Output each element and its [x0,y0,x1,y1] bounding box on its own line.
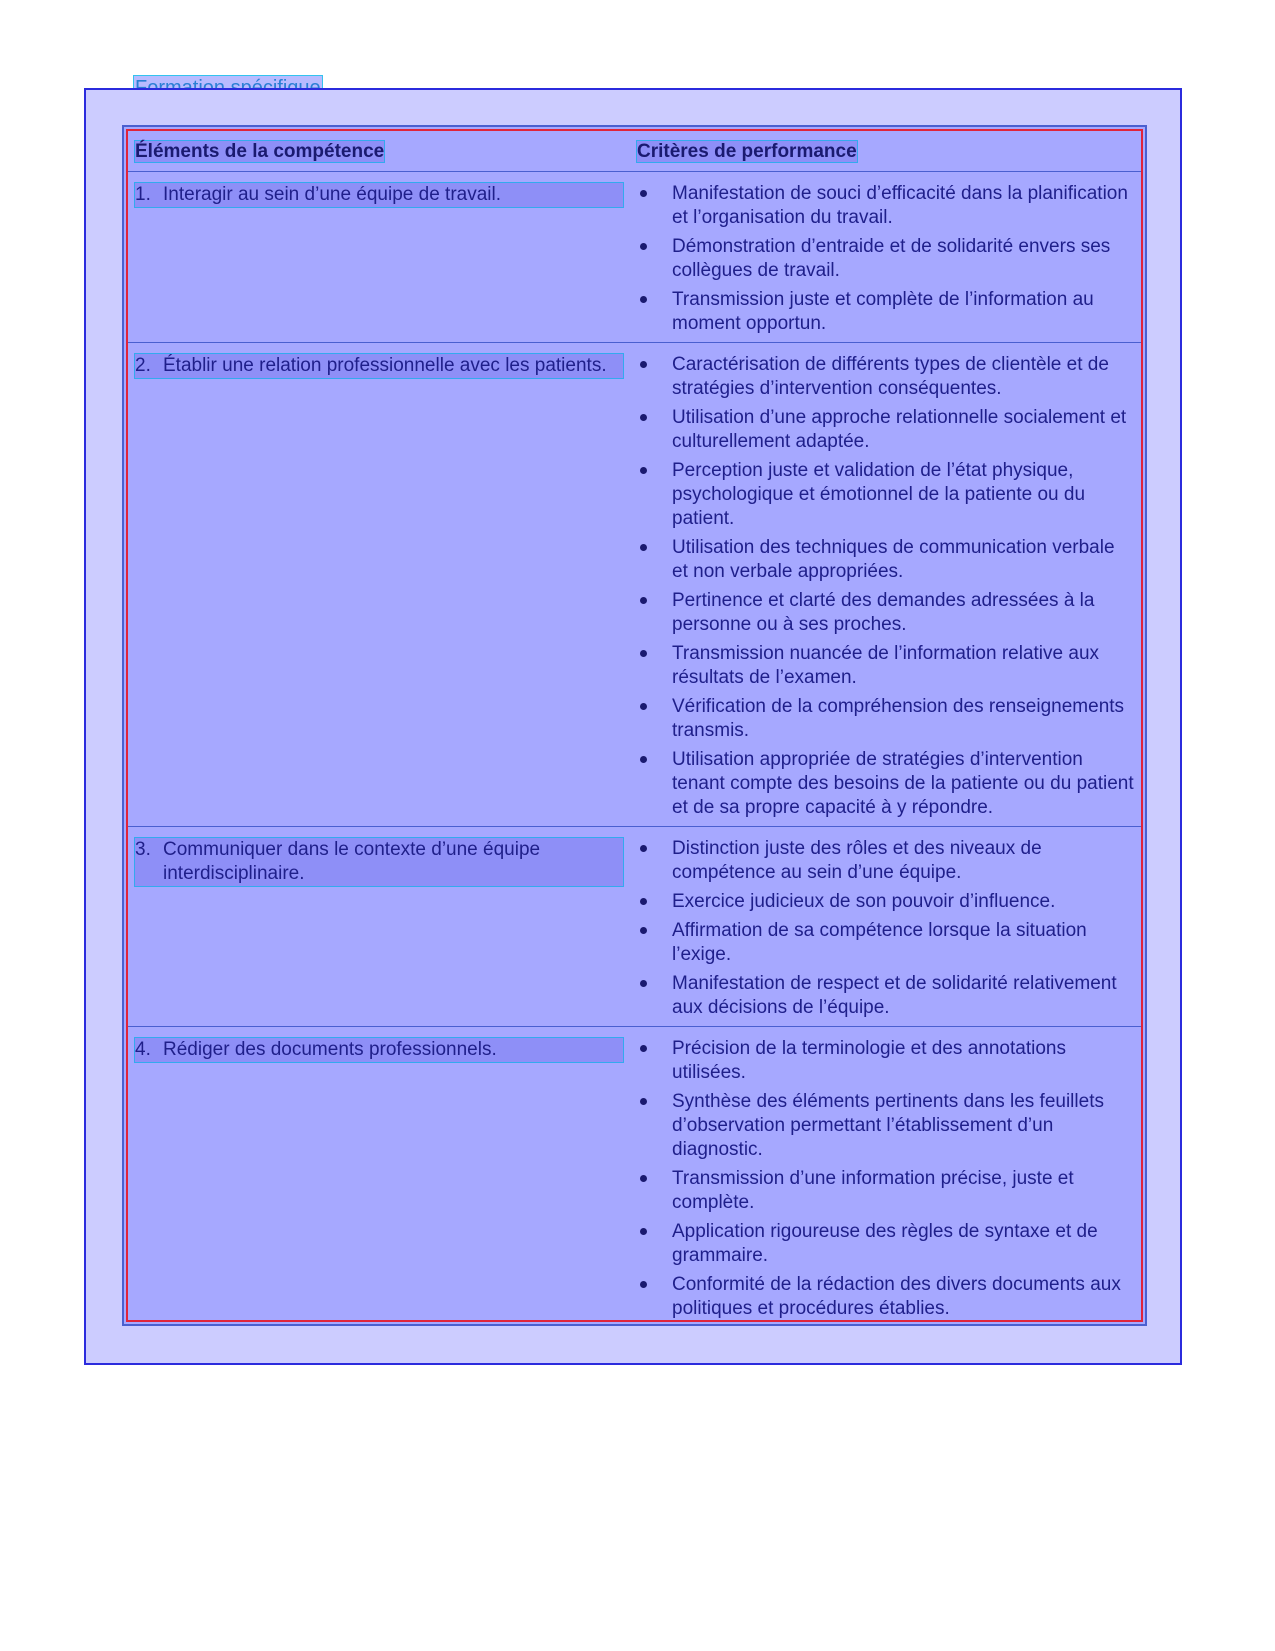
criterion-text: Manifestation de souci d’efficacité dans la planification et l’organisation du travail. [672,183,1128,228]
competence-element [134,353,624,379]
list-item [636,288,1135,336]
list-item [636,406,1135,454]
list-item [636,1090,1135,1162]
table-row [128,343,1141,827]
competence-table-frame [126,129,1143,1322]
criterion-text: Utilisation d’une approche relationnelle socialement et culturellement adaptée. [672,407,1127,452]
list-item [636,837,1135,885]
element-cell [128,827,630,1027]
element-cell [128,1027,630,1328]
bullet-icon [636,459,672,531]
element-number: 1. [135,184,151,205]
element-number: 4. [135,1039,151,1060]
bullet-icon [636,406,672,454]
list-item [636,353,1135,401]
element-number: 3. [135,839,151,860]
competence-element [134,182,624,208]
element-cell [128,343,630,827]
table-row [128,827,1141,1027]
element-text: Rédiger des documents professionnels. [163,1039,497,1060]
criteria-list [636,182,1135,336]
list-item [636,695,1135,743]
list-item [636,589,1135,637]
competence-table-wrapper [122,125,1147,1326]
bullet-icon [636,1273,672,1321]
criterion-text: Distinction juste des rôles et des niveaux de compétence au sein d’une équipe. [672,838,1042,883]
table-header-row [128,131,1141,172]
criterion-text: Transmission nuancée de l’information relative aux résultats de l’examen. [672,643,1100,688]
list-item [636,919,1135,967]
list-item [636,1220,1135,1268]
bullet-icon [636,1220,672,1268]
list-item [636,972,1135,1020]
bullet-icon [636,235,672,283]
criterion-text: Transmission juste et complète de l’information au moment opportun. [672,289,1094,334]
criterion-text: Application rigoureuse des règles de syntaxe et de grammaire. [672,1221,1098,1266]
table-body [128,172,1141,1328]
table-row [128,1027,1141,1328]
bullet-icon [636,536,672,584]
bullet-icon [636,589,672,637]
criterion-text: Utilisation des techniques de communication verbale et non verbale appropriées. [672,537,1115,582]
bullet-icon [636,837,672,885]
criterion-text: Précision de la terminologie et des annotations utilisées. [672,1038,1066,1083]
criteria-cell [630,172,1141,343]
criterion-text: Démonstration d’entraide et de solidarité envers ses collègues de travail. [672,236,1111,281]
criterion-text: Transmission d’une information précise, juste et complète. [672,1168,1074,1213]
element-number: 2. [135,355,151,376]
element-text: Établir une relation professionnelle avec les patients. [163,355,607,376]
bullet-icon [636,919,672,967]
criterion-text: Vérification de la compréhension des renseignements transmis. [672,696,1125,741]
criterion-text: Exercice judicieux de son pouvoir d’influence. [672,891,1056,912]
bullet-icon [636,695,672,743]
bullet-icon [636,182,672,230]
bullet-icon [636,972,672,1020]
element-text: Interagir au sein d’une équipe de travail. [163,184,502,205]
table-row [128,172,1141,343]
list-item [636,459,1135,531]
list-item [636,1037,1135,1085]
criterion-text: Pertinence et clarté des demandes adressées à la personne ou à ses proches. [672,590,1095,635]
criteria-cell [630,343,1141,827]
criterion-text: Conformité de la rédaction des divers documents aux politiques et procédures établies. [672,1274,1121,1319]
criteria-cell [630,1027,1141,1328]
list-item [636,748,1135,820]
list-item [636,536,1135,584]
criteria-list [636,353,1135,820]
criteria-list [636,1037,1135,1321]
competence-element [134,1037,624,1063]
criterion-text: Manifestation de respect et de solidarité relativement aux décisions de l’équipe. [672,973,1117,1018]
header-elements: Éléments de la compétence [128,131,630,172]
bullet-icon [636,890,672,914]
competence-table [128,131,1141,1327]
bullet-icon [636,353,672,401]
list-item [636,182,1135,230]
header-criteria: Critères de performance [630,131,1141,172]
criterion-text: Caractérisation de différents types de clientèle et de stratégies d’intervention conséquentes. [672,354,1109,399]
bullet-icon [636,288,672,336]
criterion-text: Synthèse des éléments pertinents dans les feuillets d’observation permettant l’établissement d’un diagnostic. [672,1091,1104,1160]
bullet-icon [636,1090,672,1162]
list-item [636,642,1135,690]
criterion-text: Affirmation de sa compétence lorsque la situation l’exige. [672,920,1087,965]
list-item [636,1167,1135,1215]
element-cell [128,172,630,343]
bullet-icon [636,748,672,820]
list-item [636,890,1135,914]
list-item [636,1273,1135,1321]
bullet-icon [636,1037,672,1085]
list-item [636,235,1135,283]
criteria-list [636,837,1135,1020]
bullet-icon [636,642,672,690]
bullet-icon [636,1167,672,1215]
criterion-text: Utilisation appropriée de stratégies d’intervention tenant compte des besoins de la patiente ou du patient et de sa propre capacité à y répondre. [672,749,1134,818]
element-text: Communiquer dans le contexte d’une équipe interdisciplinaire. [163,839,541,884]
criteria-cell [630,827,1141,1027]
criterion-text: Perception juste et validation de l’état physique, psychologique et émotionnel de la patiente ou du patient. [672,460,1086,529]
competence-element [134,837,624,887]
